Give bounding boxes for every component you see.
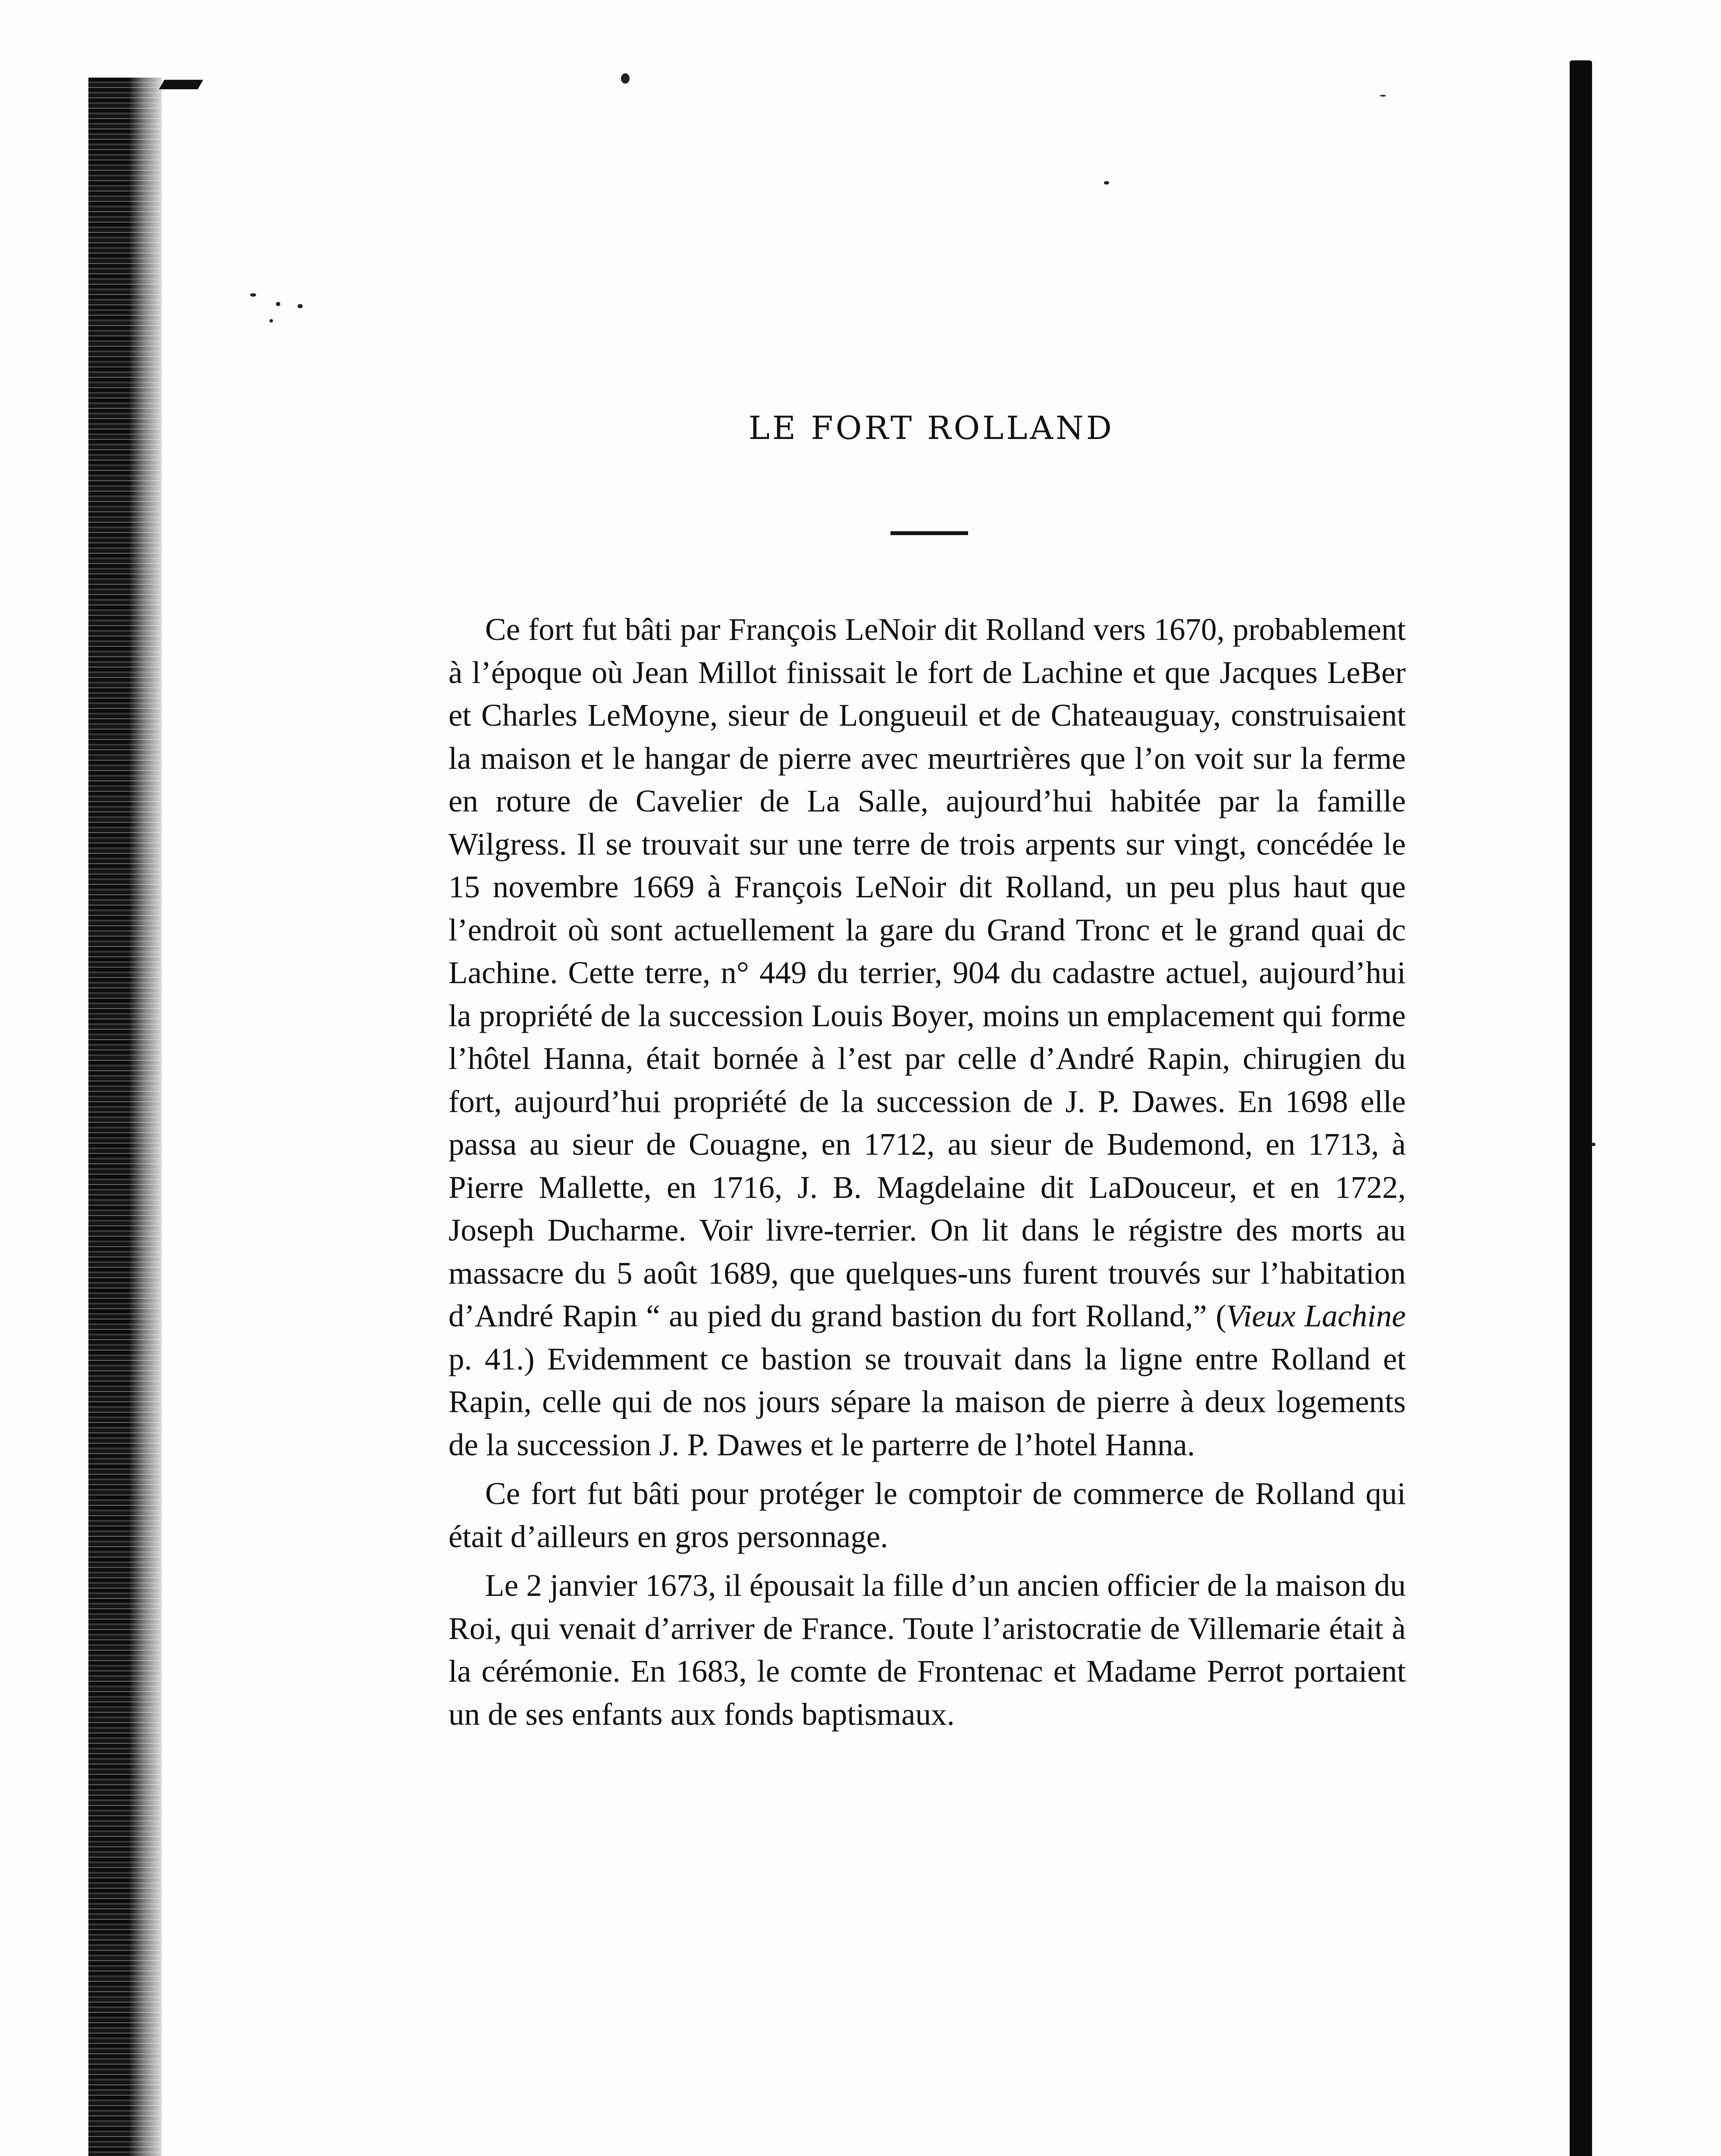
page-edge-right — [1570, 60, 1592, 2156]
binding-corner-top — [159, 80, 204, 89]
book-binding-shadow-left — [88, 78, 162, 2156]
paragraph-1-text-after: p. 41.) Evidemment ce bastion se trouvait dans la ligne entre Rolland et Rapin, celle qui de nos jours sépare la maison de pierre à deux logements de la succession J. P. Dawes et le parterre de l’hotel Hanna. — [448, 1341, 1406, 1462]
scan-speck — [1591, 1143, 1596, 1146]
page-title: LE FORT ROLLAND — [748, 410, 1115, 447]
paragraph-1-text: Ce fort fut bâti par François LeNoir dit Rolland vers 1670, probablement à l’époque où Jean Millot finissait le fort de Lachine et que Jacques LeBer et Charles LeMoyne, sieur de Longueuil et de Chateauguay, construisaient la maison et le hangar de pierre avec meurtrières que l’on voit sur la ferme en roture de Cavelier de La Salle, aujourd’hui habitée par la famille Wilgress. Il se trouvait sur une terre de trois arpents sur vingt, concédée le 15 novembre 1669 à François LeNoir dit Rolland, un peu plus haut que l’endroit où sont actuellement la gare du Grand Tronc et le grand quai dc Lachine. Cette terre, n° 449 du terrier, 904 du cadastre actuel, aujourd’hui la propriété de la succession Louis Boyer, moins un emplacement qui forme l’hôtel Hanna, était bornée à l’est par celle d’André Rapin, chirugien du fort, aujourd’hui propriété de la succession de J. P. Dawes. En 1698 elle passa au sieur de Couagne, en 1712, au sieur de Budemond, en 1713, à Pierre Mallette, en 1716, J. B. Magdelaine dit LaDouceur, et en 1722, Joseph Ducharme. Voir livre-terrier. On lit dans le régistre des morts au massacre du 5 août 1689, que quelques-uns furent trouvés sur l’habitation d’André Rapin “ au pied du grand bastion du fort Rolland,” ( — [448, 612, 1406, 1333]
body-text — [448, 608, 1406, 1736]
book-reference: Vieux Lachine — [1226, 1298, 1406, 1333]
paragraph-2: Ce fort fut bâti pour protéger le comptoir de commerce de Rolland qui était d’ailleurs en gros personnage. — [448, 1476, 1406, 1554]
scan-speck — [1380, 95, 1386, 97]
title-rule — [890, 531, 968, 535]
paragraph-3: Le 2 janvier 1673, il épousait la fille d’un ancien officier de la maison du Roi, qui venait d’arriver de France. Toute l’aristocratie de Villemarie était à la cérémonie. En 1683, le comte de Frontenac et Madame Perrot portaient un de ses enfants aux fonds baptismaux. — [448, 1568, 1406, 1732]
scan-speck — [276, 302, 280, 306]
scan-speck — [270, 319, 273, 323]
paragraph-1 — [448, 608, 1406, 1466]
scan-speck — [298, 304, 303, 308]
scan-speck — [250, 293, 256, 297]
scan-speck — [621, 73, 630, 84]
scan-speck — [1104, 181, 1109, 185]
